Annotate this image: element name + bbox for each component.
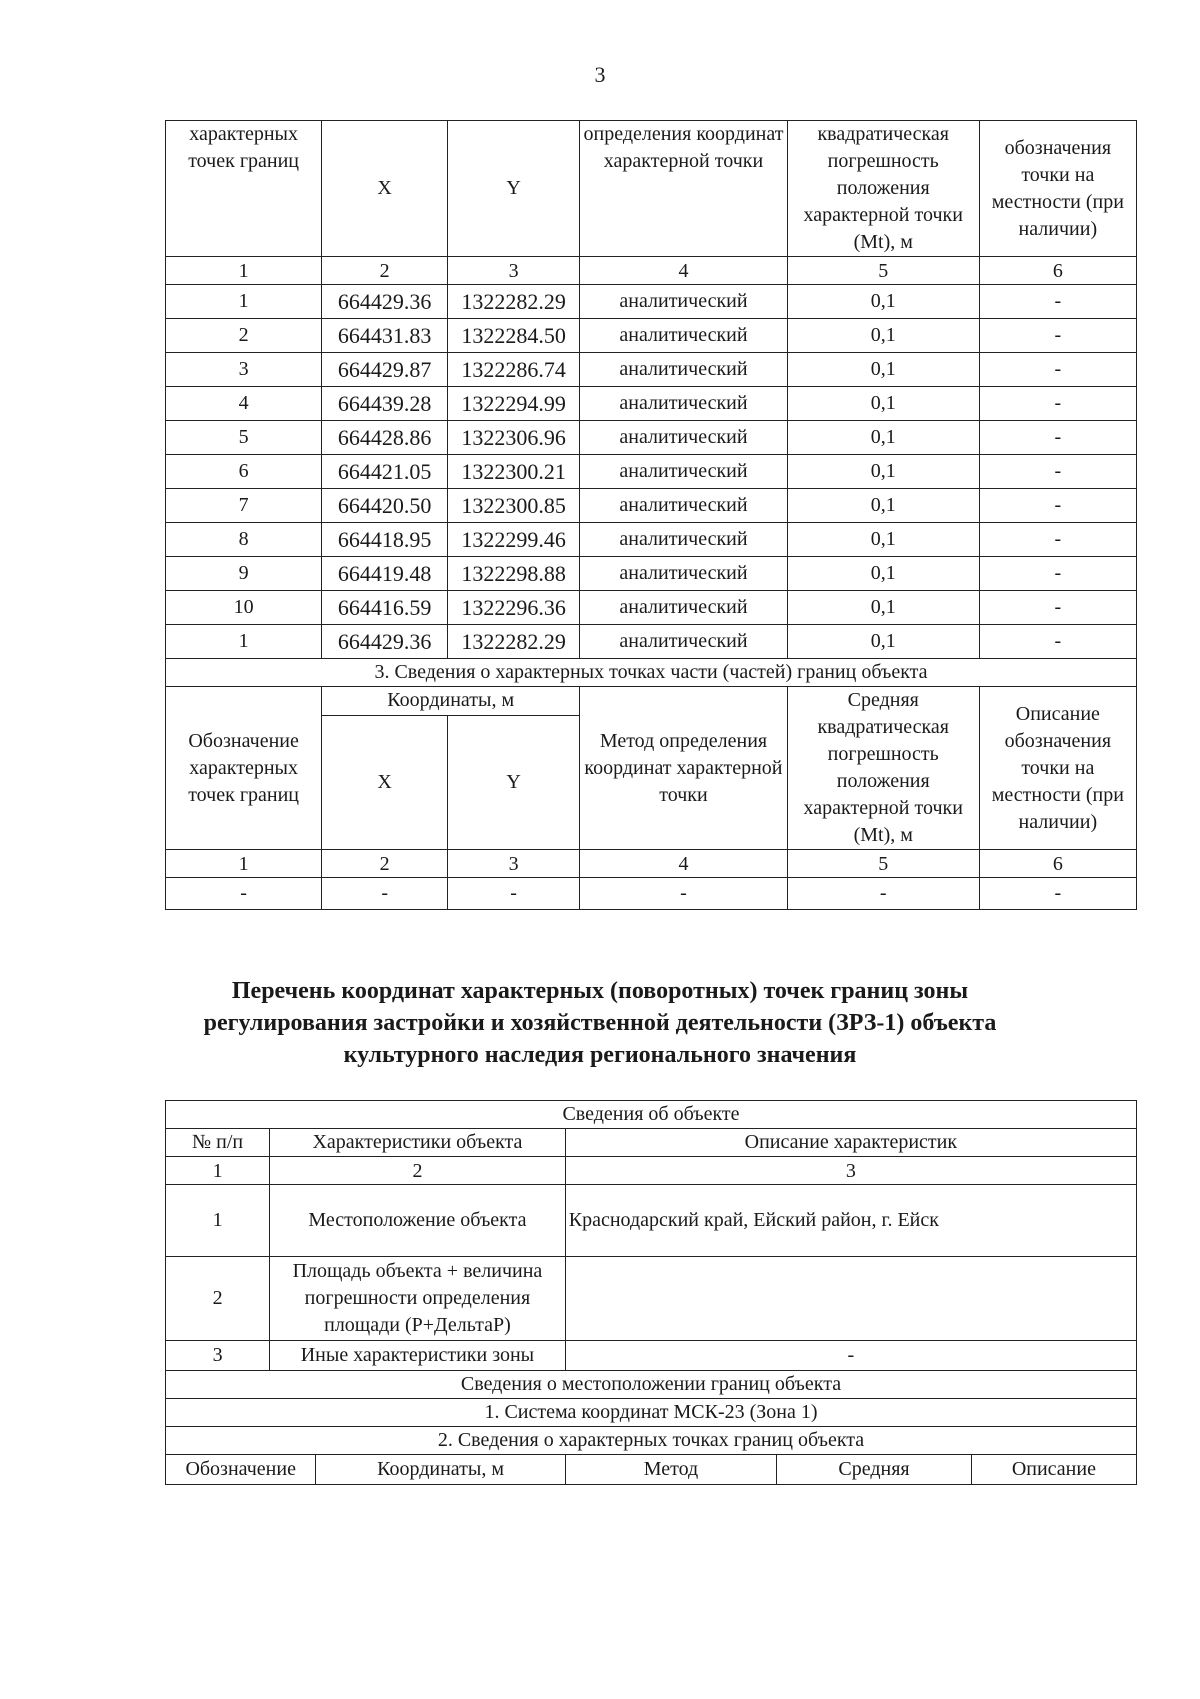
table-row	[166, 387, 1137, 421]
mt-cell: 0,1	[787, 489, 979, 523]
point-cell: 6	[166, 455, 322, 489]
section3-header-method: Метод определения координат характерной точки	[580, 687, 788, 850]
mt-cell: 0,1	[787, 421, 979, 455]
section3-header-y: Y	[448, 715, 580, 849]
desc-cell: -	[979, 523, 1136, 557]
header-accuracy: квадратическая погрешность положения характерной точки (Mt), м	[787, 121, 979, 257]
mt-cell: 0,1	[787, 591, 979, 625]
table-row	[166, 1341, 1137, 1371]
section3-empty-row	[166, 878, 1137, 910]
x-cell: 664429.36	[322, 625, 448, 659]
index-cell: 5	[787, 257, 979, 285]
index-cell: 2	[270, 1157, 566, 1185]
section3-header-accuracy: Средняя квадратическая погрешность положения характерной точки (Mt), м	[787, 687, 979, 850]
point-cell: 10	[166, 591, 322, 625]
point-cell: 5	[166, 421, 322, 455]
table-header-row	[166, 121, 1137, 257]
table-row	[166, 489, 1137, 523]
location-info-row	[166, 1371, 1137, 1399]
empty-cell: -	[580, 878, 788, 910]
mt-cell: 0,1	[787, 557, 979, 591]
table-row	[166, 523, 1137, 557]
index-cell: 3	[565, 1157, 1136, 1185]
header-method: определения координат характерной точки	[580, 121, 788, 257]
mt-cell: 0,1	[787, 523, 979, 557]
index-cell: 1	[166, 257, 322, 285]
point-cell: 9	[166, 557, 322, 591]
method-cell: аналитический	[580, 557, 788, 591]
y-cell: 1322299.46	[448, 523, 580, 557]
object-info-table	[165, 1100, 1137, 1485]
mt-cell: 0,1	[787, 319, 979, 353]
header-y: Y	[448, 121, 580, 257]
y-cell: 1322306.96	[448, 421, 580, 455]
row-description: Краснодарский край, Ейский район, г. Ейск	[565, 1185, 1136, 1257]
bottom-header-accuracy: Средняя	[777, 1455, 972, 1485]
section2-title-row	[166, 1427, 1137, 1455]
table-row	[166, 591, 1137, 625]
desc-cell: -	[979, 319, 1136, 353]
section3-header-x: X	[322, 715, 448, 849]
empty-cell: -	[448, 878, 580, 910]
bottom-header-method: Метод	[565, 1455, 776, 1485]
point-cell: 3	[166, 353, 322, 387]
point-cell: 2	[166, 319, 322, 353]
index-cell: 4	[580, 850, 788, 878]
y-cell: 1322296.36	[448, 591, 580, 625]
header-num: № п/п	[166, 1129, 270, 1157]
row-description	[565, 1257, 1136, 1341]
section3-header-description: Описание обозначения точки на местности (при наличии)	[979, 687, 1136, 850]
section2-title: 2. Сведения о характерных точках границ объекта	[166, 1427, 1137, 1455]
table-row	[166, 1257, 1137, 1341]
header-description: Описание характеристик	[565, 1129, 1136, 1157]
bottom-header-row	[166, 1455, 1137, 1485]
y-cell: 1322282.29	[448, 625, 580, 659]
table-row	[166, 455, 1137, 489]
empty-cell: -	[787, 878, 979, 910]
desc-cell: -	[979, 557, 1136, 591]
index-cell: 1	[166, 850, 322, 878]
table-row	[166, 1185, 1137, 1257]
y-cell: 1322282.29	[448, 285, 580, 319]
method-cell: аналитический	[580, 421, 788, 455]
method-cell: аналитический	[580, 591, 788, 625]
method-cell: аналитический	[580, 387, 788, 421]
desc-cell: -	[979, 387, 1136, 421]
row-num: 3	[166, 1341, 270, 1371]
section3-title: 3. Сведения о характерных точках части (частей) границ объекта	[166, 659, 1137, 687]
index-cell: 6	[979, 257, 1136, 285]
mt-cell: 0,1	[787, 353, 979, 387]
y-cell: 1322300.85	[448, 489, 580, 523]
empty-cell: -	[322, 878, 448, 910]
point-cell: 1	[166, 285, 322, 319]
desc-cell: -	[979, 285, 1136, 319]
coord-system-row	[166, 1399, 1137, 1427]
index-cell: 6	[979, 850, 1136, 878]
header-description: обозначения точки на местности (при наличии)	[979, 121, 1136, 257]
desc-cell: -	[979, 421, 1136, 455]
index-cell: 3	[448, 850, 580, 878]
row-num: 1	[166, 1185, 270, 1257]
x-cell: 664431.83	[322, 319, 448, 353]
method-cell: аналитический	[580, 319, 788, 353]
row-num: 2	[166, 1257, 270, 1341]
object-info-index-row	[166, 1157, 1137, 1185]
y-cell: 1322286.74	[448, 353, 580, 387]
x-cell: 664429.36	[322, 285, 448, 319]
mt-cell: 0,1	[787, 625, 979, 659]
y-cell: 1322298.88	[448, 557, 580, 591]
mt-cell: 0,1	[787, 455, 979, 489]
desc-cell: -	[979, 489, 1136, 523]
desc-cell: -	[979, 591, 1136, 625]
empty-cell: -	[166, 878, 322, 910]
index-row	[166, 257, 1137, 285]
coord-system: 1. Система координат МСК-23 (Зона 1)	[166, 1399, 1137, 1427]
method-cell: аналитический	[580, 353, 788, 387]
index-cell: 3	[448, 257, 580, 285]
x-cell: 664420.50	[322, 489, 448, 523]
page-number: 3	[594, 62, 606, 87]
row-description: -	[565, 1341, 1136, 1371]
desc-cell: -	[979, 625, 1136, 659]
header-characteristic: Характеристики объекта	[270, 1129, 566, 1157]
table-row	[166, 353, 1137, 387]
point-cell: 1	[166, 625, 322, 659]
x-cell: 664421.05	[322, 455, 448, 489]
section3-header-coords: Координаты, м	[322, 687, 580, 716]
x-cell: 664419.48	[322, 557, 448, 591]
table-row	[166, 557, 1137, 591]
table-row	[166, 421, 1137, 455]
method-cell: аналитический	[580, 455, 788, 489]
object-info-title-row	[166, 1101, 1137, 1129]
index-cell: 5	[787, 850, 979, 878]
bottom-header-description: Описание	[971, 1455, 1136, 1485]
empty-cell: -	[979, 878, 1136, 910]
document-title: Перечень координат характерных (поворотных) точек границ зоны регулирования застройки и хозяйственной деятельности (ЗРЗ-1) объекта культурного наследия регионального значения	[203, 978, 997, 1068]
method-cell: аналитический	[580, 523, 788, 557]
row-characteristic: Площадь объекта + величина погрешности определения площади (P+ДельтаP)	[270, 1257, 566, 1341]
header-point-label: характерных точек границ	[166, 121, 322, 257]
table-row	[166, 625, 1137, 659]
object-info-header-row	[166, 1129, 1137, 1157]
mt-cell: 0,1	[787, 387, 979, 421]
method-cell: аналитический	[580, 489, 788, 523]
index-cell: 4	[580, 257, 788, 285]
y-cell: 1322300.21	[448, 455, 580, 489]
object-info-title: Сведения об объекте	[166, 1101, 1137, 1129]
x-cell: 664429.87	[322, 353, 448, 387]
x-cell: 664439.28	[322, 387, 448, 421]
x-cell: 664428.86	[322, 421, 448, 455]
point-cell: 8	[166, 523, 322, 557]
point-cell: 4	[166, 387, 322, 421]
index-cell: 2	[322, 257, 448, 285]
x-cell: 664418.95	[322, 523, 448, 557]
table-row	[166, 285, 1137, 319]
section-title-row	[166, 659, 1137, 687]
section3-header-point: Обозначение характерных точек границ	[166, 687, 322, 850]
point-cell: 7	[166, 489, 322, 523]
y-cell: 1322284.50	[448, 319, 580, 353]
location-info: Сведения о местоположении границ объекта	[166, 1371, 1137, 1399]
boundary-points-table	[165, 120, 1137, 910]
index-cell: 1	[166, 1157, 270, 1185]
method-cell: аналитический	[580, 285, 788, 319]
mt-cell: 0,1	[787, 285, 979, 319]
section3-header-row	[166, 687, 1137, 716]
method-cell: аналитический	[580, 625, 788, 659]
row-characteristic: Местоположение объекта	[270, 1185, 566, 1257]
index-cell: 2	[322, 850, 448, 878]
bottom-header-point: Обозначение	[166, 1455, 316, 1485]
section3-index-row	[166, 850, 1137, 878]
desc-cell: -	[979, 455, 1136, 489]
table-row	[166, 319, 1137, 353]
bottom-header-coords: Координаты, м	[316, 1455, 565, 1485]
header-x: X	[322, 121, 448, 257]
y-cell: 1322294.99	[448, 387, 580, 421]
x-cell: 664416.59	[322, 591, 448, 625]
desc-cell: -	[979, 353, 1136, 387]
row-characteristic: Иные характеристики зоны	[270, 1341, 566, 1371]
